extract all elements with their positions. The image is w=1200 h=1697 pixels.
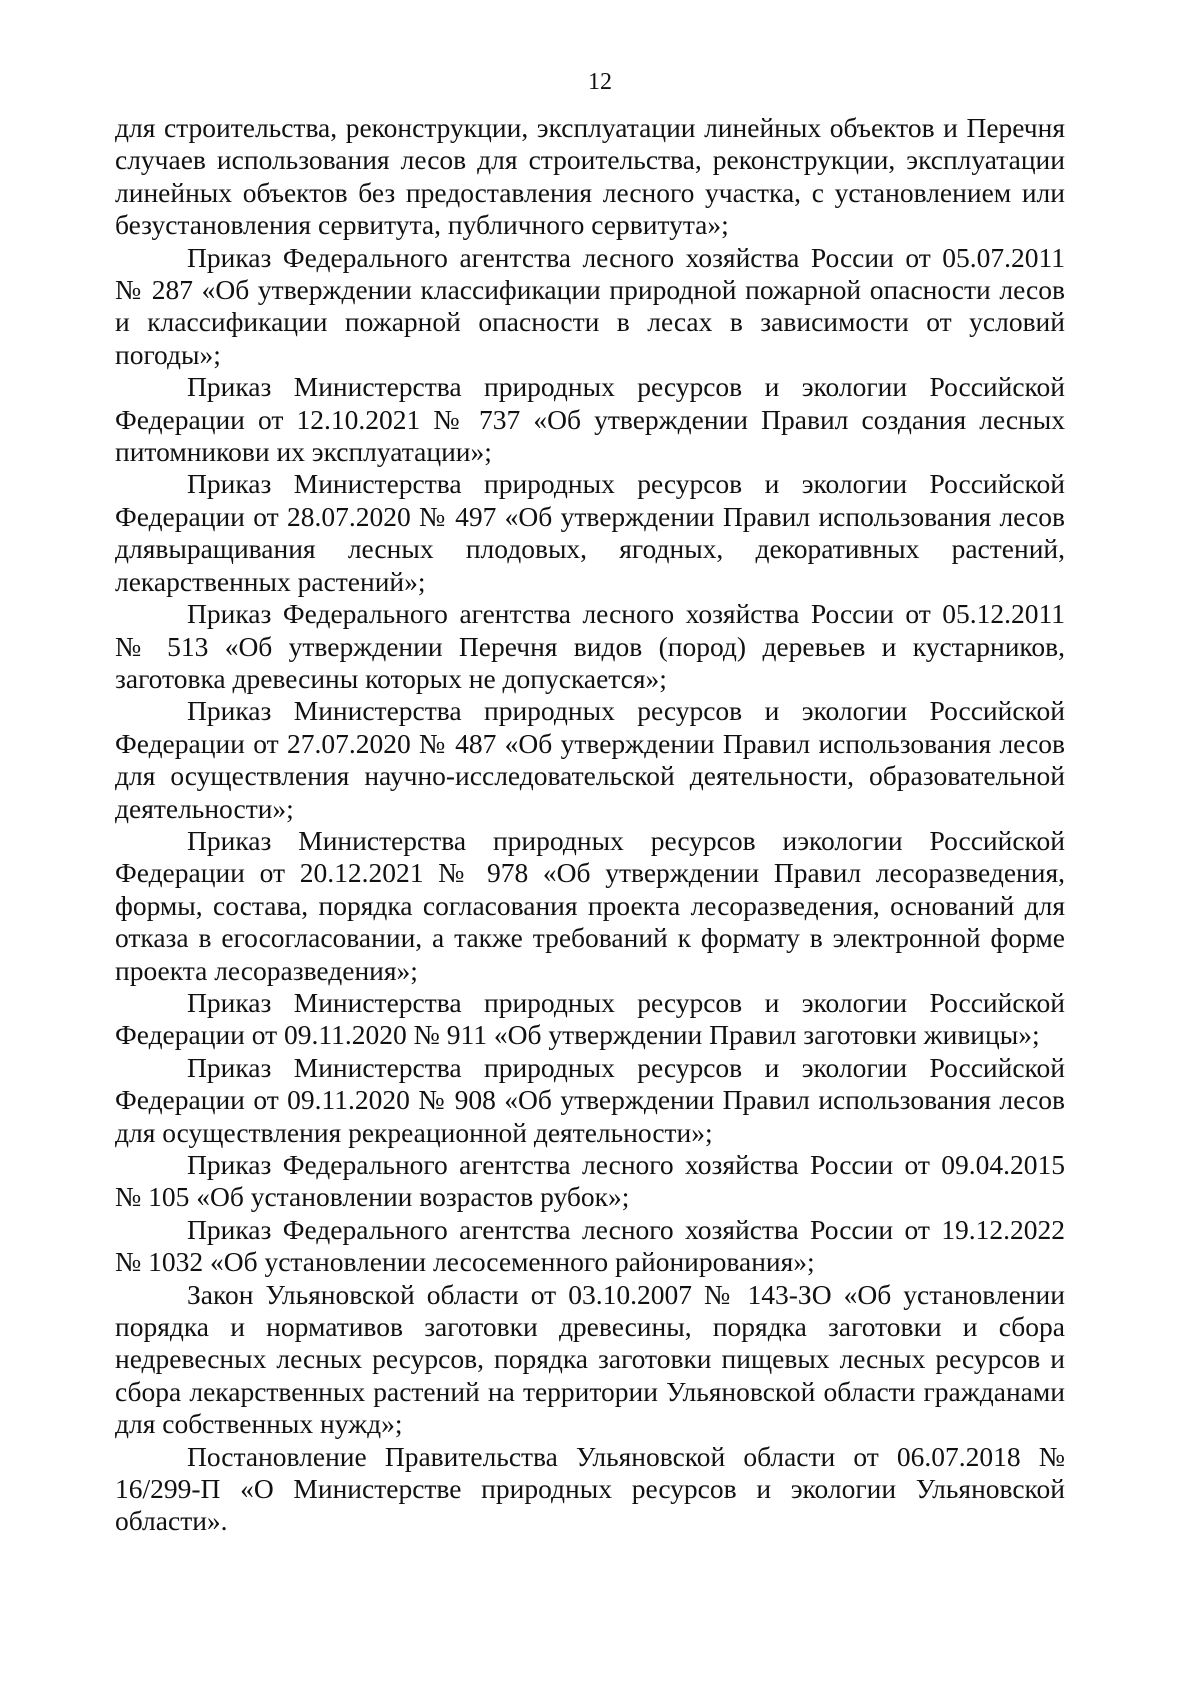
paragraph-continuation: для строительства, реконструкции, эксплуатации линейных объектов и Перечня случаев использования лесов для строительства, реконструкции, эксплуатации линейных объектов без предоставления лесного участка, с установлением или безустановления сервитута, публичного сервитута»; (115, 112, 1065, 241)
paragraph-resolution-16-299: Постановление Правительства Ульяновской области от 06.07.2018 № 16/299-П «О Министерстве природных ресурсов и экологии Ульяновской области». (115, 1440, 1065, 1537)
paragraph-order-978: Приказ Министерства природных ресурсов иэкологии Российской Федерации от 20.12.2021 № 978 «Об утверждении Правил лесоразведения, формы, состава, порядка согласования проекта лесоразведения, оснований для отказа в егосогласовании, а также требований к формату в электронной форме проекта лесоразведения»; (115, 824, 1065, 986)
paragraph-order-487: Приказ Министерства природных ресурсов и экологии Российской Федерации от 27.07.2020 № 487 «Об утверждении Правил использования лесов для осуществления научно-исследовательской деятельности, образовательной деятельности»; (115, 695, 1065, 824)
paragraph-order-513: Приказ Федерального агентства лесного хозяйства России от 05.12.2011 № 513 «Об утверждении Перечня видов (пород) деревьев и кустарников, заготовка древесины которых не допускается»; (115, 598, 1065, 694)
document-body (115, 112, 1065, 1538)
page-number: 12 (588, 69, 612, 95)
paragraph-order-908: Приказ Министерства природных ресурсов и экологии Российской Федерации от 09.11.2020 № 908 «Об утверждении Правил использования лесов для осуществления рекреационной деятельности»; (115, 1051, 1065, 1148)
paragraph-order-287: Приказ Федерального агентства лесного хозяйства России от 05.07.2011 № 287 «Об утверждении классификации природной пожарной опасности лесов и классификации пожарной опасности в лесах в зависимости от условий погоды»; (115, 241, 1065, 370)
paragraph-order-737: Приказ Министерства природных ресурсов и экологии Российской Федерации от 12.10.2021 № 737 «Об утверждении Правил создания лесных питомникови их эксплуатации»; (115, 371, 1065, 468)
paragraph-order-105: Приказ Федерального агентства лесного хозяйства России от 09.04.2015 № 105 «Об установлении возрастов рубок»; (115, 1149, 1065, 1213)
paragraph-law-143-zo: Закон Ульяновской области от 03.10.2007 № 143-ЗО «Об установлении порядка и нормативов заготовки древесины, порядка заготовки и сбора недревесных лесных ресурсов, порядка заготовки пищевых лесных ресурсов и сбора лекарственных растений на территории Ульяновской области гражданами для собственных нужд»; (115, 1278, 1065, 1440)
paragraph-order-1032: Приказ Федерального агентства лесного хозяйства России от 19.12.2022 № 1032 «Об установлении лесосеменного районирования»; (115, 1213, 1065, 1278)
paragraph-order-911: Приказ Министерства природных ресурсов и экологии Российской Федерации от 09.11.2020 № 911 «Об утверждении Правил заготовки живицы»; (115, 986, 1065, 1051)
paragraph-order-497: Приказ Министерства природных ресурсов и экологии Российской Федерации от 28.07.2020 № 497 «Об утверждении Правил использования лесов длявыращивания лесных плодовых, ягодных, декоративных растений, лекарственных растений»; (115, 468, 1065, 597)
